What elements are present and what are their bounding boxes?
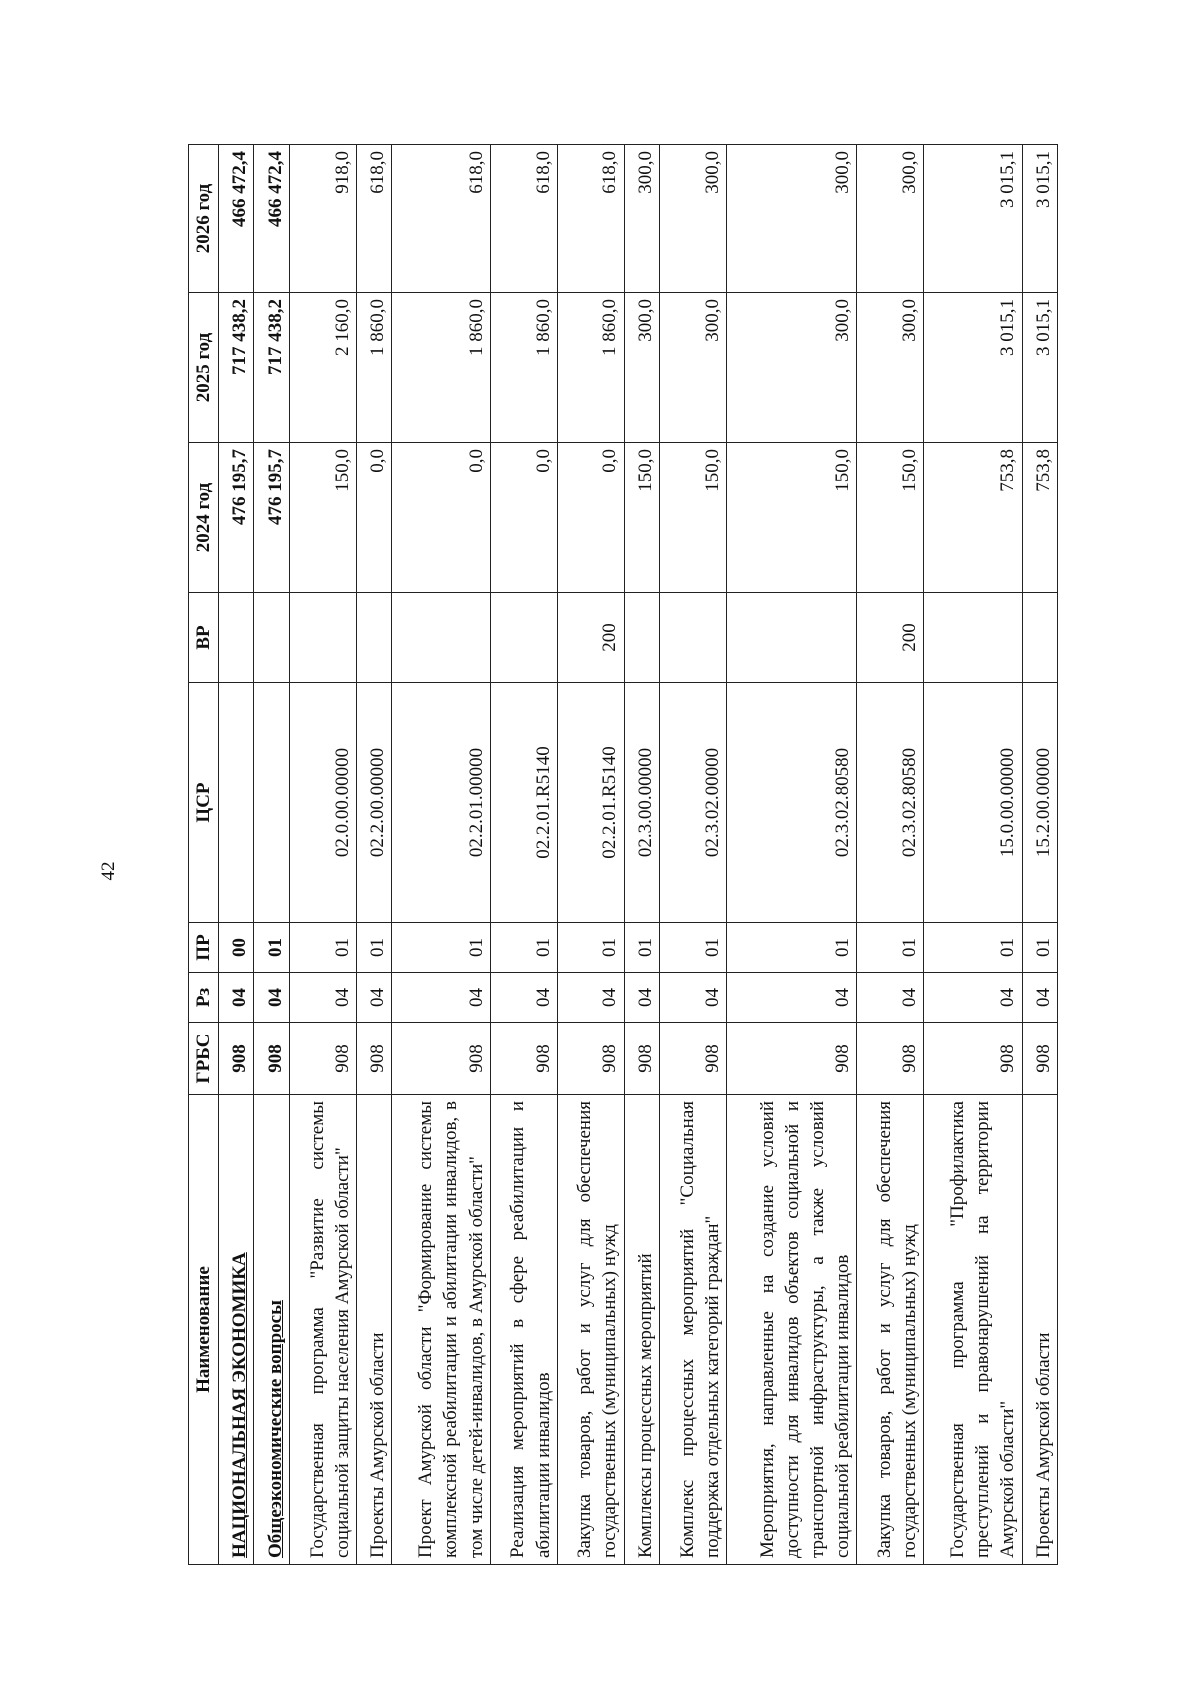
header-2025: 2025 год (189, 293, 219, 443)
cell-2024: 476 195,7 (219, 443, 254, 593)
cell-rz: 04 (624, 973, 659, 1023)
cell-rz: 04 (924, 973, 1023, 1023)
cell-name: Комплексы процессных мероприятий (624, 1095, 659, 1565)
cell-2024: 150,0 (857, 443, 924, 593)
cell-vr (924, 593, 1023, 683)
cell-pr: 01 (356, 923, 391, 973)
cell-2026: 3 015,1 (924, 145, 1023, 293)
cell-2024: 0,0 (490, 443, 557, 593)
cell-rz: 04 (219, 973, 254, 1023)
cell-csr: 02.2.00.00000 (356, 683, 391, 923)
cell-pr: 01 (254, 923, 289, 973)
cell-name: Общеэкономические вопросы (254, 1095, 289, 1565)
cell-name: Комплекс процессных мероприятий "Социальная поддержка отдельных категорий граждан" (659, 1095, 726, 1565)
cell-2024: 0,0 (356, 443, 391, 593)
cell-rz: 04 (254, 973, 289, 1023)
table-header-row (189, 145, 219, 1565)
header-grbs: ГРБС (189, 1023, 219, 1095)
cell-2026: 300,0 (659, 145, 726, 293)
cell-vr: 200 (557, 593, 624, 683)
cell-2026: 618,0 (490, 145, 557, 293)
cell-2025: 300,0 (857, 293, 924, 443)
header-rz: Рз (189, 973, 219, 1023)
table-row (659, 145, 726, 1565)
cell-vr (356, 593, 391, 683)
cell-2025: 300,0 (726, 293, 856, 443)
cell-2025: 300,0 (659, 293, 726, 443)
cell-2024: 0,0 (557, 443, 624, 593)
table-row (557, 145, 624, 1565)
cell-2024: 753,8 (924, 443, 1023, 593)
cell-csr: 02.0.00.00000 (289, 683, 356, 923)
cell-csr: 02.3.00.00000 (624, 683, 659, 923)
cell-2025: 1 860,0 (557, 293, 624, 443)
table-row (392, 145, 491, 1565)
cell-grbs: 908 (392, 1023, 491, 1095)
cell-grbs: 908 (219, 1023, 254, 1095)
cell-grbs: 908 (1022, 1023, 1057, 1095)
cell-vr (659, 593, 726, 683)
cell-2024: 150,0 (289, 443, 356, 593)
cell-2024: 150,0 (659, 443, 726, 593)
header-2024: 2024 год (189, 443, 219, 593)
cell-name: Закупка товаров, работ и услуг для обеспечения государственных (муниципальных) нужд (557, 1095, 624, 1565)
cell-vr (254, 593, 289, 683)
cell-rz: 04 (857, 973, 924, 1023)
cell-csr: 02.3.02.80580 (857, 683, 924, 923)
cell-csr (219, 683, 254, 923)
cell-name: Государственная программа "Профилактика преступлений и правонарушений на территории Амурской области" (924, 1095, 1023, 1565)
cell-2026: 300,0 (857, 145, 924, 293)
table-row (254, 145, 289, 1565)
cell-2026: 466 472,4 (254, 145, 289, 293)
table-row (726, 145, 856, 1565)
table-row (624, 145, 659, 1565)
cell-rz: 04 (557, 973, 624, 1023)
header-pr: ПР (189, 923, 219, 973)
cell-rz: 04 (289, 973, 356, 1023)
cell-pr: 01 (490, 923, 557, 973)
cell-2025: 3 015,1 (1022, 293, 1057, 443)
cell-2024: 0,0 (392, 443, 491, 593)
cell-2025: 3 015,1 (924, 293, 1023, 443)
cell-vr (490, 593, 557, 683)
cell-grbs: 908 (356, 1023, 391, 1095)
cell-name: НАЦИОНАЛЬНАЯ ЭКОНОМИКА (219, 1095, 254, 1565)
cell-grbs: 908 (289, 1023, 356, 1095)
cell-2026: 618,0 (557, 145, 624, 293)
table-row (219, 145, 254, 1565)
cell-2026: 3 015,1 (1022, 145, 1057, 293)
cell-vr (726, 593, 856, 683)
cell-pr: 01 (557, 923, 624, 973)
cell-2025: 300,0 (624, 293, 659, 443)
cell-name: Закупка товаров, работ и услуг для обеспечения государственных (муниципальных) нужд (857, 1095, 924, 1565)
cell-csr: 02.3.02.00000 (659, 683, 726, 923)
cell-2025: 717 438,2 (254, 293, 289, 443)
cell-2025: 1 860,0 (392, 293, 491, 443)
cell-rz: 04 (1022, 973, 1057, 1023)
cell-name: Проекты Амурской области (356, 1095, 391, 1565)
table-row (356, 145, 391, 1565)
header-csr: ЦСР (189, 683, 219, 923)
rotated-page-content (188, 145, 1058, 1565)
cell-2026: 918,0 (289, 145, 356, 293)
cell-2026: 300,0 (624, 145, 659, 293)
cell-vr (219, 593, 254, 683)
cell-2026: 618,0 (356, 145, 391, 293)
cell-csr: 15.0.00.00000 (924, 683, 1023, 923)
cell-rz: 04 (392, 973, 491, 1023)
cell-grbs: 908 (624, 1023, 659, 1095)
cell-pr: 00 (219, 923, 254, 973)
cell-2024: 150,0 (624, 443, 659, 593)
budget-table (188, 144, 1058, 1565)
cell-pr: 01 (726, 923, 856, 973)
table-row (1022, 145, 1057, 1565)
cell-pr: 01 (659, 923, 726, 973)
cell-pr: 01 (924, 923, 1023, 973)
cell-rz: 04 (659, 973, 726, 1023)
page-number: 42 (98, 861, 119, 881)
cell-grbs: 908 (659, 1023, 726, 1095)
cell-name: Реализация мероприятий в сфере реабилитации и абилитации инвалидов (490, 1095, 557, 1565)
cell-2024: 476 195,7 (254, 443, 289, 593)
table-row (924, 145, 1023, 1565)
cell-2025: 2 160,0 (289, 293, 356, 443)
cell-rz: 04 (490, 973, 557, 1023)
cell-csr: 02.3.02.80580 (726, 683, 856, 923)
cell-2025: 717 438,2 (219, 293, 254, 443)
cell-2026: 300,0 (726, 145, 856, 293)
cell-name: Проект Амурской области "Формирование системы комплексной реабилитации и абилитации инвалидов, в том числе детей-инвалидов, в Амурской области" (392, 1095, 491, 1565)
cell-2024: 150,0 (726, 443, 856, 593)
cell-csr: 02.2.01.00000 (392, 683, 491, 923)
cell-vr: 200 (857, 593, 924, 683)
cell-rz: 04 (356, 973, 391, 1023)
cell-grbs: 908 (490, 1023, 557, 1095)
cell-name: Государственная программа "Развитие системы социальной защиты населения Амурской области" (289, 1095, 356, 1565)
cell-pr: 01 (289, 923, 356, 973)
cell-2024: 753,8 (1022, 443, 1057, 593)
cell-pr: 01 (624, 923, 659, 973)
cell-pr: 01 (1022, 923, 1057, 973)
table-row (857, 145, 924, 1565)
cell-csr (254, 683, 289, 923)
cell-csr: 15.2.00.00000 (1022, 683, 1057, 923)
header-vr: ВР (189, 593, 219, 683)
header-2026: 2026 год (189, 145, 219, 293)
cell-2025: 1 860,0 (490, 293, 557, 443)
table-row (490, 145, 557, 1565)
cell-grbs: 908 (726, 1023, 856, 1095)
cell-csr: 02.2.01.R5140 (490, 683, 557, 923)
cell-name: Мероприятия, направленные на создание условий доступности для инвалидов объектов социальной и транспортной инфраструктуры, а также условий социальной реабилитации инвалидов (726, 1095, 856, 1565)
cell-rz: 04 (726, 973, 856, 1023)
cell-2026: 618,0 (392, 145, 491, 293)
cell-grbs: 908 (254, 1023, 289, 1095)
cell-grbs: 908 (857, 1023, 924, 1095)
table-row (289, 145, 356, 1565)
cell-csr: 02.2.01.R5140 (557, 683, 624, 923)
cell-vr (392, 593, 491, 683)
cell-grbs: 908 (924, 1023, 1023, 1095)
cell-grbs: 908 (557, 1023, 624, 1095)
cell-pr: 01 (392, 923, 491, 973)
cell-vr (624, 593, 659, 683)
cell-vr (1022, 593, 1057, 683)
cell-vr (289, 593, 356, 683)
header-name: Наименование (189, 1095, 219, 1565)
cell-2026: 466 472,4 (219, 145, 254, 293)
cell-pr: 01 (857, 923, 924, 973)
cell-2025: 1 860,0 (356, 293, 391, 443)
cell-name: Проекты Амурской области (1022, 1095, 1057, 1565)
